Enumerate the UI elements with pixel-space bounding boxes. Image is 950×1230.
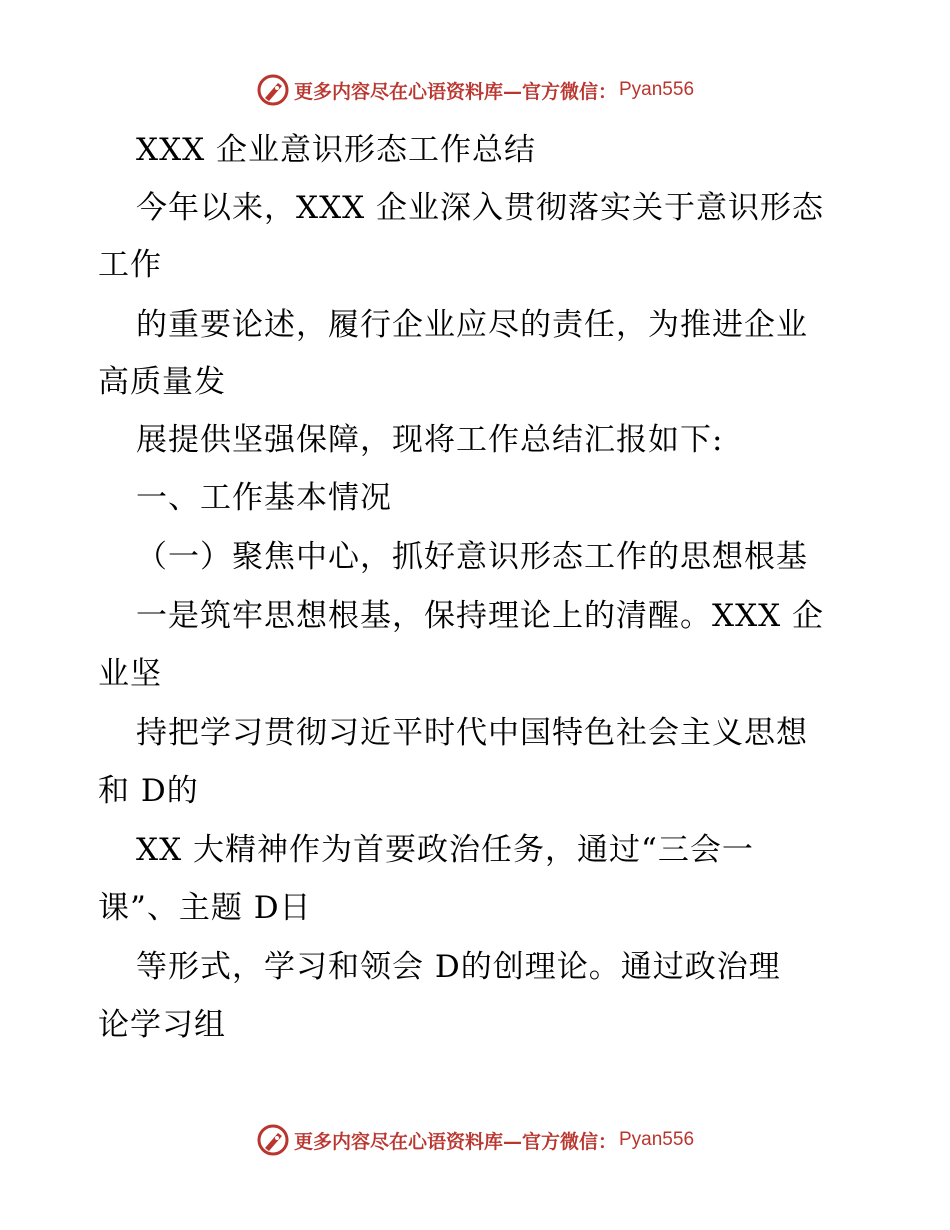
document-title: XXX 企业意识形态工作总结 (136, 132, 537, 168)
paragraph-line: 和 D的 (98, 773, 199, 809)
paragraph-line: 业坚 (98, 656, 162, 692)
footer-watermark-banner (0, 1120, 950, 1160)
paragraph-line: 高质量发 (98, 364, 226, 400)
paragraph-line: 持把学习贯彻习近平时代中国特色社会主义思想 (136, 715, 808, 751)
paragraph-line: 课”、主题 D日 (98, 890, 312, 926)
paragraph-line: 展提供坚强保障，现将工作总结汇报如下: (136, 422, 724, 458)
paragraph-line: 等形式，学习和领会 D的创理论。通过政治理 (136, 949, 781, 985)
banner-wechat-id: Pyan556 (619, 79, 695, 100)
banner-text: 更多内容尽在心语资料库—官方微信： (293, 1130, 617, 1153)
paragraph-line: 今年以来，XXX 企业深入贯彻落实关于意识形态 (136, 190, 825, 226)
banner-text: 更多内容尽在心语资料库—官方微信： (293, 80, 617, 103)
paragraph-line: 一是筑牢思想根基，保持理论上的清醒。XXX 企 (136, 598, 825, 634)
subsection-heading: （一）聚焦中心，抓好意识形态工作的思想根基 (136, 539, 808, 575)
paragraph-line: 工作 (98, 247, 162, 283)
header-watermark-banner (0, 70, 950, 110)
pen-logo-icon (256, 73, 290, 107)
banner-wechat-id: Pyan556 (619, 1129, 695, 1150)
paragraph-line: 论学习组 (98, 1007, 226, 1043)
pen-logo-icon (256, 1123, 290, 1157)
section-heading: 一、工作基本情况 (136, 480, 392, 516)
paragraph-line: XX 大精神作为首要政治任务，通过“三会一 (136, 832, 754, 868)
paragraph-line: 的重要论述，履行企业应尽的责任，为推进企业 (136, 307, 808, 343)
